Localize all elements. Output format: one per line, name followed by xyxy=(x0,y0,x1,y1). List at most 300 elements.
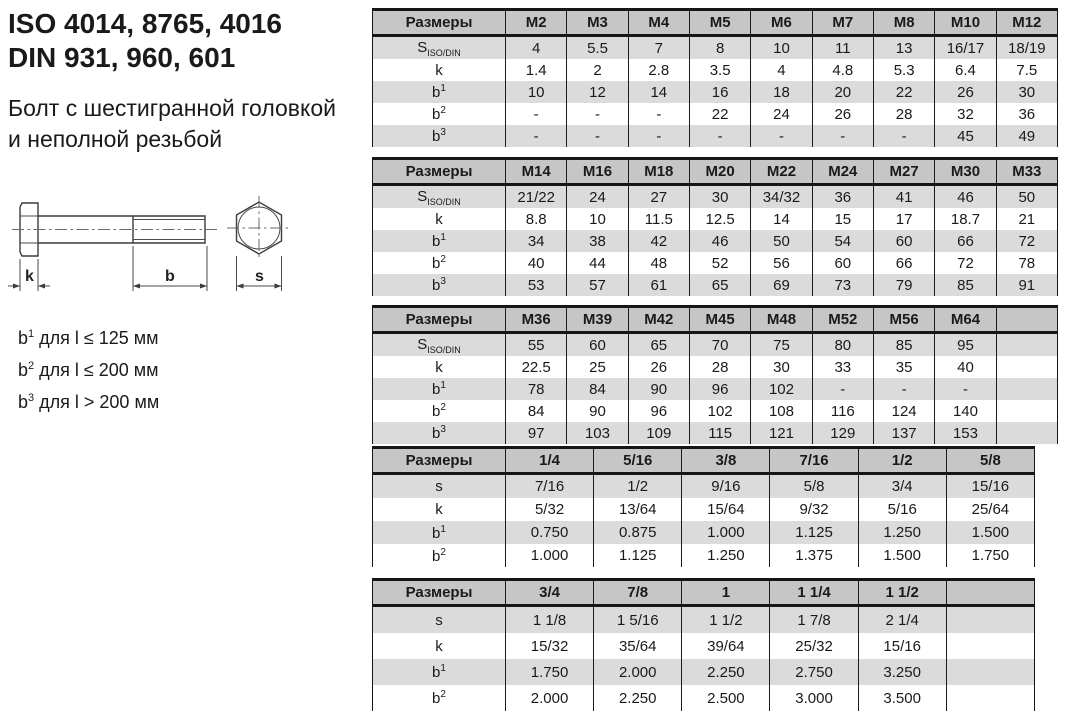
value-cell: - xyxy=(628,125,689,147)
value-cell: 2.8 xyxy=(628,59,689,81)
value-cell: 25 xyxy=(567,356,628,378)
value-cell: 15/16 xyxy=(946,474,1034,499)
table-header-row xyxy=(373,307,1058,333)
value-cell: - xyxy=(935,378,996,400)
row-label: $S_{ISO/DIN}$ xyxy=(417,335,461,355)
table-row xyxy=(373,125,1058,147)
header-label: Размеры xyxy=(373,580,506,606)
value-cell: 26 xyxy=(935,81,996,103)
value-cell: 70 xyxy=(689,333,750,357)
value-cell: 85 xyxy=(873,333,934,357)
value-cell: - xyxy=(567,125,628,147)
row-label: $b^2$ xyxy=(432,546,446,565)
row-label: $b^2$ xyxy=(432,105,446,123)
value-cell: 96 xyxy=(689,378,750,400)
value-cell: 33 xyxy=(812,356,873,378)
value-cell: 30 xyxy=(996,81,1057,103)
table-row xyxy=(373,659,1035,685)
value-cell: 54 xyxy=(812,230,873,252)
value-cell: 7 xyxy=(628,36,689,60)
value-cell: 38 xyxy=(567,230,628,252)
size-column-header: M48 xyxy=(751,307,812,333)
k-dimension-label: k xyxy=(25,268,34,285)
table-header-row xyxy=(373,448,1035,474)
value-cell: - xyxy=(812,378,873,400)
size-column-header: M16 xyxy=(567,159,628,185)
size-column-header: M27 xyxy=(873,159,934,185)
value-cell: 75 xyxy=(751,333,812,357)
note-b2: $b^2$ для l ≤ 200 мм xyxy=(18,360,159,380)
value-cell: 73 xyxy=(812,274,873,296)
value-cell: 5/32 xyxy=(506,498,594,521)
table-row xyxy=(373,685,1035,711)
value-cell: 8.8 xyxy=(506,208,567,230)
value-cell: 61 xyxy=(628,274,689,296)
value-cell: 2.000 xyxy=(506,685,594,711)
value-cell: 48 xyxy=(628,252,689,274)
row-label: $b^1$ xyxy=(432,232,446,250)
value-cell: 26 xyxy=(812,103,873,125)
value-cell: 9/16 xyxy=(682,474,770,499)
row-label: $b^3$ xyxy=(432,276,446,294)
size-column-header: M6 xyxy=(751,10,812,36)
value-cell: - xyxy=(506,125,567,147)
table-row xyxy=(373,81,1058,103)
value-cell: - xyxy=(689,125,750,147)
value-cell: - xyxy=(873,125,934,147)
note-b3: $b^3$ для l > 200 мм xyxy=(18,392,160,412)
row-label: $b^3$ xyxy=(432,424,446,442)
size-column-header: M4 xyxy=(628,10,689,36)
k-dimension xyxy=(8,259,50,291)
value-cell: 108 xyxy=(751,400,812,422)
value-cell: 1 7/8 xyxy=(770,606,858,634)
value-cell: 21 xyxy=(996,208,1057,230)
value-cell: 2.500 xyxy=(682,685,770,711)
value-cell: 30 xyxy=(689,185,750,209)
value-cell: 1.500 xyxy=(858,544,946,567)
value-cell: 3.000 xyxy=(770,685,858,711)
size-column-header: M45 xyxy=(689,307,750,333)
table-row xyxy=(373,274,1058,296)
value-cell: 97 xyxy=(506,422,567,444)
value-cell: 55 xyxy=(506,333,567,357)
value-cell: 5/16 xyxy=(858,498,946,521)
value-cell: 10 xyxy=(506,81,567,103)
row-label: s xyxy=(435,478,443,495)
value-cell: 9/32 xyxy=(770,498,858,521)
value-cell: 26 xyxy=(628,356,689,378)
bolt-technical-drawing xyxy=(5,188,315,308)
value-cell: 10 xyxy=(567,208,628,230)
value-cell: 30 xyxy=(751,356,812,378)
value-cell: 60 xyxy=(873,230,934,252)
value-cell: 1.250 xyxy=(682,544,770,567)
value-cell: - xyxy=(873,378,934,400)
value-cell: 42 xyxy=(628,230,689,252)
value-cell: 12 xyxy=(567,81,628,103)
table-row xyxy=(373,378,1058,400)
table-row xyxy=(373,103,1058,125)
value-cell xyxy=(946,606,1034,634)
value-cell: 0.750 xyxy=(506,521,594,544)
value-cell: 15/16 xyxy=(858,633,946,659)
product-name-line2: и неполной резьбой xyxy=(8,126,223,152)
value-cell xyxy=(946,659,1034,685)
value-cell: 13/64 xyxy=(594,498,682,521)
size-column-header: M64 xyxy=(935,307,996,333)
value-cell: 85 xyxy=(935,274,996,296)
value-cell: 3.5 xyxy=(689,59,750,81)
size-column-header: M22 xyxy=(751,159,812,185)
value-cell: 34 xyxy=(506,230,567,252)
row-label: k xyxy=(435,501,443,518)
row-label: $S_{ISO/DIN}$ xyxy=(417,38,461,58)
value-cell: 25/64 xyxy=(946,498,1034,521)
value-cell: 18.7 xyxy=(935,208,996,230)
value-cell: 5.3 xyxy=(873,59,934,81)
table-row xyxy=(373,59,1058,81)
value-cell: 1.125 xyxy=(594,544,682,567)
value-cell: 124 xyxy=(873,400,934,422)
value-cell: 102 xyxy=(689,400,750,422)
value-cell: 21/22 xyxy=(506,185,567,209)
value-cell: 12.5 xyxy=(689,208,750,230)
value-cell xyxy=(996,422,1057,444)
value-cell: 6.4 xyxy=(935,59,996,81)
value-cell: 14 xyxy=(628,81,689,103)
size-column-header: M3 xyxy=(567,10,628,36)
thread-length-notes xyxy=(18,320,159,416)
value-cell: 18 xyxy=(751,81,812,103)
row-label: $b^2$ xyxy=(432,402,446,420)
table-row xyxy=(373,356,1058,378)
value-cell: 3.250 xyxy=(858,659,946,685)
size-column-header: M18 xyxy=(628,159,689,185)
value-cell: 121 xyxy=(751,422,812,444)
value-cell: 2.250 xyxy=(682,659,770,685)
value-cell: 65 xyxy=(689,274,750,296)
size-column-header: 5/16 xyxy=(594,448,682,474)
value-cell: 7.5 xyxy=(996,59,1057,81)
value-cell: 40 xyxy=(506,252,567,274)
row-label: $b^1$ xyxy=(432,380,446,398)
value-cell: 22 xyxy=(873,81,934,103)
dimension-table-2 xyxy=(372,157,1058,296)
size-column-header: M39 xyxy=(567,307,628,333)
value-cell: 60 xyxy=(567,333,628,357)
value-cell: 35 xyxy=(873,356,934,378)
value-cell: 95 xyxy=(935,333,996,357)
dimension-table-4 xyxy=(372,446,1035,567)
size-column-header: 1 1/2 xyxy=(858,580,946,606)
value-cell: 4.8 xyxy=(812,59,873,81)
value-cell: 1.000 xyxy=(506,544,594,567)
value-cell: 16 xyxy=(689,81,750,103)
table-row xyxy=(373,474,1035,499)
value-cell: 39/64 xyxy=(682,633,770,659)
table-row xyxy=(373,333,1058,357)
header-label: Размеры xyxy=(373,307,506,333)
size-column-header: 3/8 xyxy=(682,448,770,474)
table-header-row xyxy=(373,159,1058,185)
bolt-end-view xyxy=(227,196,291,260)
value-cell: 27 xyxy=(628,185,689,209)
size-column-header: 7/16 xyxy=(770,448,858,474)
value-cell: 22.5 xyxy=(506,356,567,378)
value-cell: 90 xyxy=(628,378,689,400)
row-label: $b^3$ xyxy=(432,127,446,145)
iso-standards-title: ISO 4014, 8765, 4016 xyxy=(8,8,282,39)
value-cell: 14 xyxy=(751,208,812,230)
value-cell: 1.750 xyxy=(946,544,1034,567)
value-cell: 65 xyxy=(628,333,689,357)
din-standards-title: DIN 931, 960, 601 xyxy=(8,42,236,73)
value-cell: 72 xyxy=(935,252,996,274)
value-cell: 1.375 xyxy=(770,544,858,567)
table-row xyxy=(373,230,1058,252)
value-cell xyxy=(946,633,1034,659)
size-column-header: M8 xyxy=(873,10,934,36)
value-cell: 102 xyxy=(751,378,812,400)
size-column-header: M20 xyxy=(689,159,750,185)
table-row xyxy=(373,422,1058,444)
header-label: Размеры xyxy=(373,448,506,474)
row-label: $S_{ISO/DIN}$ xyxy=(417,187,461,207)
value-cell: 1.500 xyxy=(946,521,1034,544)
size-column-header: M2 xyxy=(506,10,567,36)
value-cell: 15/32 xyxy=(506,633,594,659)
value-cell: - xyxy=(751,125,812,147)
size-column-header xyxy=(946,580,1034,606)
value-cell: 78 xyxy=(506,378,567,400)
size-column-header: M7 xyxy=(812,10,873,36)
value-cell: 20 xyxy=(812,81,873,103)
value-cell xyxy=(996,333,1057,357)
value-cell: 28 xyxy=(873,103,934,125)
value-cell: 32 xyxy=(935,103,996,125)
value-cell: 53 xyxy=(506,274,567,296)
value-cell: 2 1/4 xyxy=(858,606,946,634)
value-cell: 46 xyxy=(689,230,750,252)
value-cell: 15 xyxy=(812,208,873,230)
value-cell: 1.750 xyxy=(506,659,594,685)
size-column-header: 1 xyxy=(682,580,770,606)
value-cell: 79 xyxy=(873,274,934,296)
value-cell: 140 xyxy=(935,400,996,422)
value-cell: 1/2 xyxy=(594,474,682,499)
value-cell: 1 5/16 xyxy=(594,606,682,634)
left-panel xyxy=(0,0,370,720)
value-cell: 78 xyxy=(996,252,1057,274)
value-cell: 109 xyxy=(628,422,689,444)
size-column-header: M52 xyxy=(812,307,873,333)
s-dimension xyxy=(237,256,282,291)
value-cell: 45 xyxy=(935,125,996,147)
size-column-header: M30 xyxy=(935,159,996,185)
value-cell: 8 xyxy=(689,36,750,60)
b-dimension-label: b xyxy=(165,268,175,285)
row-label: k xyxy=(435,358,443,376)
value-cell: 11 xyxy=(812,36,873,60)
value-cell: 103 xyxy=(567,422,628,444)
value-cell: 90 xyxy=(567,400,628,422)
value-cell: 17 xyxy=(873,208,934,230)
row-label: $b^2$ xyxy=(432,689,446,707)
size-column-header: M33 xyxy=(996,159,1057,185)
value-cell: 2.000 xyxy=(594,659,682,685)
table-row xyxy=(373,36,1058,60)
size-column-header: 5/8 xyxy=(946,448,1034,474)
size-column-header: M5 xyxy=(689,10,750,36)
value-cell xyxy=(996,378,1057,400)
value-cell: 1 1/2 xyxy=(682,606,770,634)
value-cell: 41 xyxy=(873,185,934,209)
value-cell xyxy=(946,685,1034,711)
value-cell: 22 xyxy=(689,103,750,125)
value-cell: 2.250 xyxy=(594,685,682,711)
value-cell: 80 xyxy=(812,333,873,357)
value-cell: 129 xyxy=(812,422,873,444)
b-dimension xyxy=(133,246,207,291)
value-cell: 96 xyxy=(628,400,689,422)
value-cell: 44 xyxy=(567,252,628,274)
table-row xyxy=(373,633,1035,659)
value-cell: - xyxy=(812,125,873,147)
value-cell: 36 xyxy=(996,103,1057,125)
value-cell: 1.250 xyxy=(858,521,946,544)
s-dimension-label: s xyxy=(255,268,264,285)
size-column-header: 1/2 xyxy=(858,448,946,474)
size-column-header: M42 xyxy=(628,307,689,333)
value-cell: 91 xyxy=(996,274,1057,296)
row-label: $b^1$ xyxy=(432,663,446,681)
size-column-header: M10 xyxy=(935,10,996,36)
value-cell: 66 xyxy=(935,230,996,252)
size-column-header: 1/4 xyxy=(506,448,594,474)
size-column-header xyxy=(996,307,1057,333)
product-name-line1: Болт с шестигранной головкой xyxy=(8,95,336,121)
row-label: $b^1$ xyxy=(432,83,446,101)
value-cell: 52 xyxy=(689,252,750,274)
value-cell: 18/19 xyxy=(996,36,1057,60)
value-cell: 56 xyxy=(751,252,812,274)
value-cell: 115 xyxy=(689,422,750,444)
value-cell: 46 xyxy=(935,185,996,209)
value-cell xyxy=(996,400,1057,422)
value-cell: 57 xyxy=(567,274,628,296)
value-cell: 50 xyxy=(996,185,1057,209)
value-cell: 3.500 xyxy=(858,685,946,711)
value-cell: 4 xyxy=(506,36,567,60)
row-label: $b^2$ xyxy=(432,254,446,272)
value-cell: 5/8 xyxy=(770,474,858,499)
value-cell: 1.4 xyxy=(506,59,567,81)
value-cell: 4 xyxy=(751,59,812,81)
row-label: k xyxy=(435,210,443,228)
size-column-header: M36 xyxy=(506,307,567,333)
value-cell: 3/4 xyxy=(858,474,946,499)
value-cell: 49 xyxy=(996,125,1057,147)
value-cell: 40 xyxy=(935,356,996,378)
dimension-table-5 xyxy=(372,578,1035,711)
value-cell: 116 xyxy=(812,400,873,422)
value-cell: 60 xyxy=(812,252,873,274)
value-cell xyxy=(996,356,1057,378)
value-cell: 1.125 xyxy=(770,521,858,544)
value-cell: 28 xyxy=(689,356,750,378)
value-cell: 24 xyxy=(751,103,812,125)
size-column-header: M12 xyxy=(996,10,1057,36)
size-column-header: M14 xyxy=(506,159,567,185)
table-header-row xyxy=(373,10,1058,36)
header-label: Размеры xyxy=(373,159,506,185)
value-cell: 72 xyxy=(996,230,1057,252)
table-row xyxy=(373,185,1058,209)
row-label: $b^1$ xyxy=(432,523,446,542)
size-column-header: M24 xyxy=(812,159,873,185)
table-header-row xyxy=(373,580,1035,606)
table-row xyxy=(373,498,1035,521)
table-row xyxy=(373,208,1058,230)
value-cell: 11.5 xyxy=(628,208,689,230)
value-cell: 10 xyxy=(751,36,812,60)
value-cell: 24 xyxy=(567,185,628,209)
value-cell: - xyxy=(628,103,689,125)
row-label: k xyxy=(435,637,443,655)
value-cell: 13 xyxy=(873,36,934,60)
value-cell: 35/64 xyxy=(594,633,682,659)
value-cell: 50 xyxy=(751,230,812,252)
value-cell: 2 xyxy=(567,59,628,81)
value-cell: 66 xyxy=(873,252,934,274)
row-label: s xyxy=(435,611,443,629)
value-cell: 0.875 xyxy=(594,521,682,544)
value-cell: 69 xyxy=(751,274,812,296)
dimension-table-1 xyxy=(372,8,1058,147)
size-column-header: 3/4 xyxy=(506,580,594,606)
value-cell: 1 1/8 xyxy=(506,606,594,634)
table-row xyxy=(373,400,1058,422)
value-cell: 34/32 xyxy=(751,185,812,209)
value-cell: 15/64 xyxy=(682,498,770,521)
value-cell: 2.750 xyxy=(770,659,858,685)
value-cell: 25/32 xyxy=(770,633,858,659)
value-cell: - xyxy=(506,103,567,125)
size-column-header: 7/8 xyxy=(594,580,682,606)
tables-region xyxy=(372,0,1067,720)
value-cell: 84 xyxy=(567,378,628,400)
value-cell: 84 xyxy=(506,400,567,422)
row-label: k xyxy=(435,61,443,79)
dimension-table-3 xyxy=(372,305,1058,444)
value-cell: 1.000 xyxy=(682,521,770,544)
bolt-side-view xyxy=(12,203,217,256)
table-row xyxy=(373,606,1035,634)
note-b1: $b^1$ для l ≤ 125 мм xyxy=(18,328,159,348)
value-cell: 36 xyxy=(812,185,873,209)
value-cell: 153 xyxy=(935,422,996,444)
size-column-header: M56 xyxy=(873,307,934,333)
value-cell: 7/16 xyxy=(506,474,594,499)
table-row xyxy=(373,252,1058,274)
table-row xyxy=(373,521,1035,544)
size-column-header: 1 1/4 xyxy=(770,580,858,606)
value-cell: - xyxy=(567,103,628,125)
value-cell: 16/17 xyxy=(935,36,996,60)
table-row xyxy=(373,544,1035,567)
value-cell: 5.5 xyxy=(567,36,628,60)
